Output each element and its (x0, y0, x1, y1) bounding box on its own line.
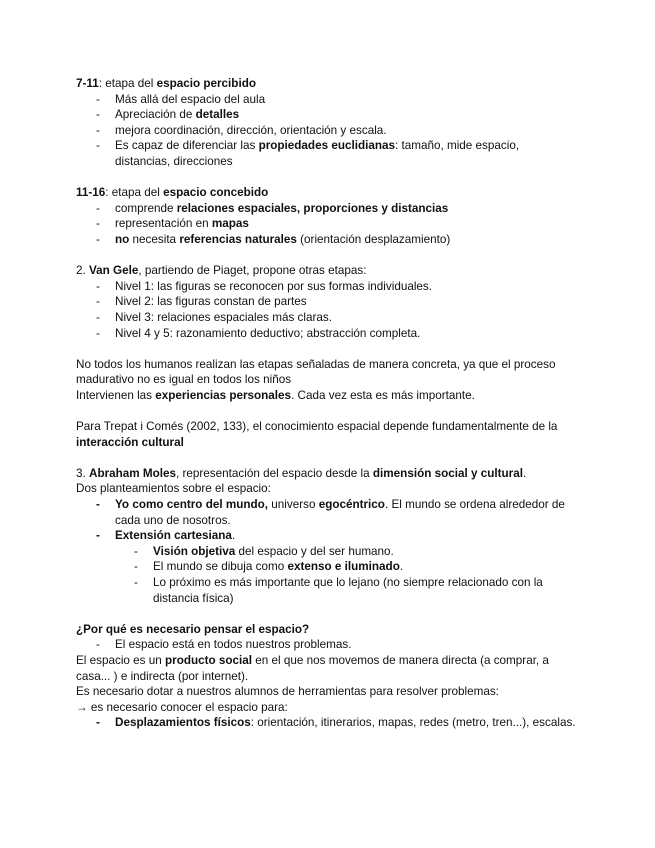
list-item: - Es capaz de diferenciar las propiedades euclidianas: tamaño, mide espacio, distancias, direcciones (96, 139, 520, 168)
sub-list-item: - Visión objetiva del espacio y del ser humano. (134, 544, 394, 558)
paragraph: → es necesario conocer el espacio para: (76, 700, 288, 714)
paragraph: Para Trepat i Comés (2002, 133), el conocimiento espacial depende fundamentalmente de la interacción cultural (76, 420, 558, 449)
list-item: - Nivel 1: las figuras se reconocen por sus formas individuales. (96, 279, 433, 293)
section-heading-11-16: 11-16: etapa del espacio concebido (76, 186, 269, 200)
sub-list-item: - El mundo se dibuja como extenso e iluminado. (134, 560, 404, 574)
list-item: - Nivel 2: las figuras constan de partes (96, 295, 307, 309)
paragraph: El espacio es un producto social en el que nos movemos de manera directa (a comprar, a casa... ) e indirecta (por internet). (76, 653, 549, 683)
list-item: - El espacio está en todos nuestros problemas. (96, 638, 352, 652)
list-item: - Desplazamientos físicos: orientación, itinerarios, mapas, redes (metro, tren...), escalas. (96, 716, 576, 730)
list-item: - Nivel 3: relaciones espaciales más claras. (96, 310, 332, 324)
list-item: - Nivel 4 y 5: razonamiento deductivo; abstracción completa. (96, 326, 421, 340)
section-heading-moles: 3. Abraham Moles, representación del espacio desde la dimensión social y cultural. (76, 466, 527, 480)
section-heading-7-11: 7-11: etapa del espacio percibido (76, 77, 256, 90)
list-item: - representación en mapas (96, 217, 249, 231)
paragraph: Intervienen las experiencias personales. Cada vez esta es más importante. (76, 388, 475, 402)
list-item: - mejora coordinación, dirección, orientación y escala. (96, 123, 387, 137)
list-item: - Extensión cartesiana. (96, 529, 236, 543)
list-item: - no necesita referencias naturales (orientación desplazamiento) (96, 232, 451, 246)
document-page (76, 76, 576, 731)
paragraph: No todos los humanos realizan las etapas señaladas de manera concreta, ya que el proceso madurativo no es igual en todos los niños (76, 357, 556, 387)
section-heading-van-gele: 2. Van Gele, partiendo de Piaget, propone otras etapas: (76, 264, 367, 278)
list-item: - Yo como centro del mundo, universo egocéntrico. El mundo se ordena alrededor de cada uno de nosotros. (96, 498, 565, 527)
question-heading: ¿Por qué es necesario pensar el espacio? (76, 622, 310, 636)
paragraph: Es necesario dotar a nuestros alumnos de herramientas para resolver problemas: (76, 685, 499, 699)
sub-list-item: - Lo próximo es más importante que lo lejano (no siempre relacionado con la distancia física) (134, 576, 543, 605)
list-item: - Apreciación de detalles (96, 108, 240, 122)
paragraph: Dos planteamientos sobre el espacio: (76, 482, 271, 496)
list-item: - comprende relaciones espaciales, proporciones y distancias (96, 201, 449, 215)
list-item: - Más allá del espacio del aula (96, 92, 266, 106)
